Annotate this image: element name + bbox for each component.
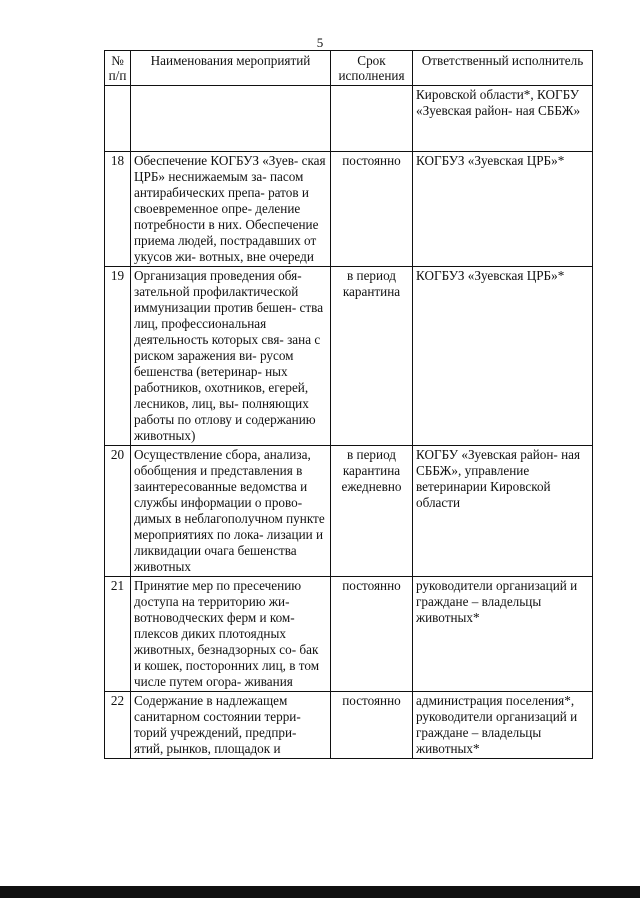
table-row [105,86,593,152]
row-name: Организация проведения обя- зательной профилактической иммунизации против бешен- ства лиц, профессиональная деятельность которых свя- зана с риском заражения ви- русом бешенства (ветеринар- ных работников, охотников, егерей, лесников, лиц, вы- полняющих работы по отлову и содержанию животных) [131,267,331,446]
scan-edge-bar [0,886,640,898]
row-num: 20 [105,446,131,577]
row-name: Принятие мер по пресечению доступа на территорию жи- вотноводческих ферм и ком- плексов диких плотоядных животных, безнадзорных со- бак и кошек, посторонних лиц, в том числе путем огора- живания [131,577,331,692]
row-responsible: Кировской области*, КОГБУ «Зуевская район- ная СББЖ» [413,86,593,152]
row-name: Содержание в надлежащем санитарном состоянии терри- торий учреждений, предпри- ятий, рынков, площадок и [131,692,331,759]
row-responsible: КОГБУЗ «Зуевская ЦРБ»* [413,152,593,267]
row-deadline: постоянно [331,692,413,759]
row-deadline: в период карантина [331,267,413,446]
row-deadline [331,86,413,152]
header-deadline: Срок исполнения [331,51,413,86]
table-row [105,692,593,759]
row-responsible: КОГБУЗ «Зуевская ЦРБ»* [413,267,593,446]
row-num [105,86,131,152]
row-name [131,86,331,152]
table-row [105,446,593,577]
row-num: 22 [105,692,131,759]
row-responsible: КОГБУ «Зуевская район- ная СББЖ», управление ветеринарии Кировской области [413,446,593,577]
row-num: 21 [105,577,131,692]
row-deadline: в период карантина ежедневно [331,446,413,577]
header-responsible: Ответственный исполнитель [413,51,593,86]
row-num: 19 [105,267,131,446]
table-row [105,267,593,446]
row-name: Обеспечение КОГБУЗ «Зуев- ская ЦРБ» неснижаемым за- пасом антирабических препа- ратов и своевременное опре- деление потребности в них. Обеспечение приема людей, пострадавших от укусов жи- вотных, вне очереди [131,152,331,267]
row-responsible: руководители организаций и граждане – владельцы животных* [413,577,593,692]
header-num: № п/п [105,51,131,86]
row-num: 18 [105,152,131,267]
row-name: Осуществление сбора, анализа, обобщения и представления в заинтересованные ведомства и службы информации о прово- димых в неблагополучном пункте мероприятиях по лока- лизации и ликвидации очага бешенства животных [131,446,331,577]
row-deadline: постоянно [331,577,413,692]
table-header-row [105,51,593,86]
row-responsible: администрация поселения*, руководители организаций и граждане – владельцы животных* [413,692,593,759]
page-number: 5 [316,35,324,50]
row-deadline: постоянно [331,152,413,267]
faint-stamp-mark [500,828,552,840]
header-name: Наименования мероприятий [131,51,331,86]
activities-table [104,50,593,759]
table-row [105,577,593,692]
table-row [105,152,593,267]
